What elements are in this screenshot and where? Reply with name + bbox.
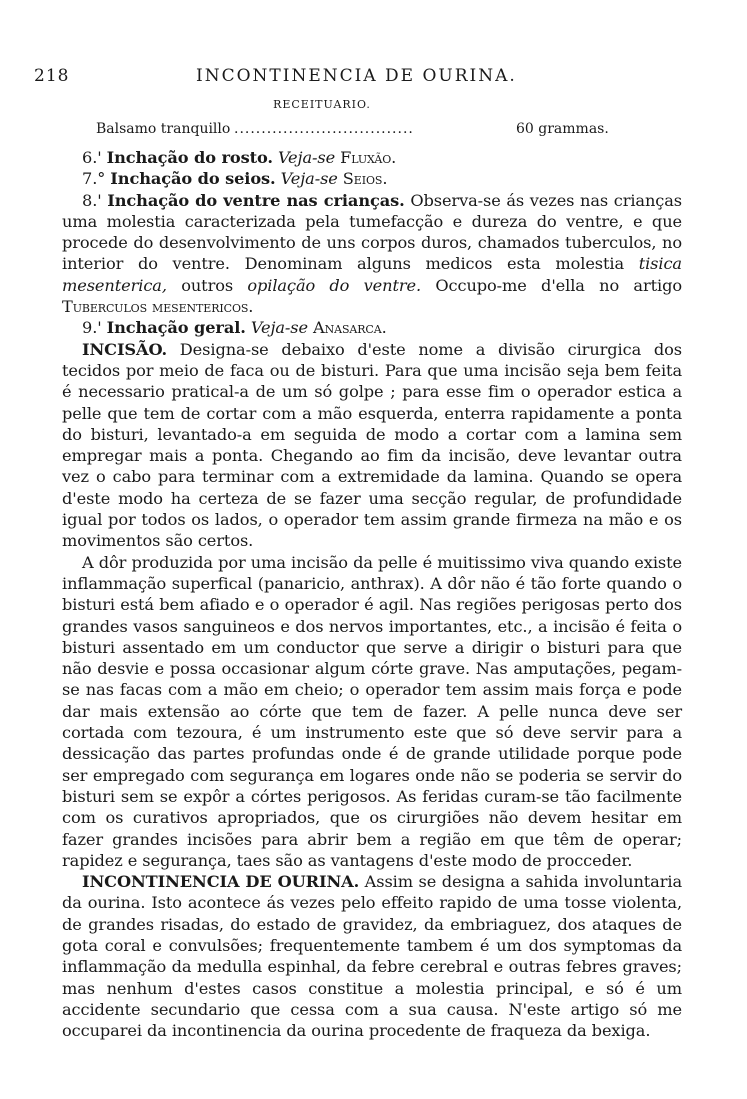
recipe-heading: RECEITUARIO. <box>273 98 371 111</box>
entry-number: 8.' <box>82 190 102 210</box>
cross-reference: Fluxão. <box>340 148 397 167</box>
recipe-dots: ................................. <box>234 121 414 137</box>
recipe-amount: 60 grammas. <box>516 121 609 137</box>
article-text: Designa-se debaixo d'este nome a divisão cirurgica dos tecidos por meio de faca ou de bisturi. Para que uma incisão seja bem feita é necessario pratical-a de um só golpe ; para esse fim o operador estica a pelle que tem de cortar com a mão esquerda, enterra rapidamente a ponta do bisturi, levantado-a em seguida de modo a cortar com a lamina sem empregar mais a ponta. Chegando ao fim da incisão, deve levantar outra vez o cabo para terminar com a extremidade da lamina. Quando se opera d'este modo ha certeza de se fazer uma secção regular, de profundidade igual por todos os lados, o operador tem assim grande firmeza na mão e os movimentos são certos. <box>62 339 682 551</box>
entry-text: Observa-se ás vezes nas crianças uma molestia caracterizada pela tumefacção e dureza do ventre, e que procede do desenvolvimento de uns corpos duros, chamados tuberculos, no interior do ventre. Denominam alguns medicos esta molestia <box>62 190 683 274</box>
running-title: INCONTINENCIA DE OURINA. <box>196 66 517 86</box>
entry-number: 9.' <box>82 318 102 338</box>
cross-reference: Tuberculos mesentericos. <box>62 297 254 317</box>
article-title: INCONTINENCIA DE OURINA. <box>82 872 360 892</box>
page-number: 218 <box>34 66 70 86</box>
incontinencia-paragraph <box>62 871 682 1041</box>
article-text: Assim se designa a sahida involuntaria da ourina. Isto acontece ás vezes pelo effeito rapido de uma tosse violenta, de grandes risadas, do estado de gravidez, da embriaguez, dos ataques de gota coral e convulsões; frequentemente tambem é um dos symptomas da inflammação da medulla espinhal, da febre cerebral e outras febres graves; mas nenhum d'estes casos constitue a molestia principal, e só é um accidente secundario que cessa com a sua causa. N'este artigo só me occuparei da incontinencia da ourina procedente de fraqueza da bexiga. <box>62 872 682 1041</box>
book-page <box>34 58 683 1041</box>
entry-title: Inchação geral. <box>106 318 246 338</box>
running-head <box>34 58 682 88</box>
entry-italic: tisica mesenterica, <box>62 254 682 295</box>
entry-title: Inchação do seios. <box>110 169 276 189</box>
recipe-line <box>96 121 682 143</box>
entry-7 <box>62 168 682 189</box>
cross-reference: Seios. <box>342 169 388 189</box>
incisao-paragraph-2: A dôr produzida por uma incisão da pelle é muitissimo viva quando existe inflammação superfical (panaricio, anthrax). A dôr não é tão forte quando o bisturi está bem afiado e o operador é agil. Nas regiões perigosas perto dos grandes vasos sanguineos e dos nervos importantes, etc., a incisão é feita o bisturi assentado em um conductor que serve a dirigir o bisturi para que não desvie e possa occasionar algum córte grave. Nas amputações, pegam-se nas facas com a mão em cheio; o operador tem assim mais força e pode dar mais extensão ao córte que tem de fazer. A pelle nunca deve ser cortada com tezoura, é um instrumento este que só deve servir para a dessicação das partes profundas onde é de grande utilidade porque pode ser empregado com segurança em logares onde não se poderia se servir do bisturi sem se expôr a córtes perigosos. As feridas curam-se tão facilmente com os curativos apropriados, que os cirurgiões não devem hesitar em fazer grandes incisões para abrir bem a região em que têm de operar; rapidez e segurança, taes são as vantagens d'este modo de procceder. <box>62 552 682 870</box>
see-also: Veja-se <box>250 318 308 338</box>
entry-number: 6.' <box>82 148 102 167</box>
entry-text: Occupo-me d'ella no artigo <box>421 275 682 295</box>
entry-8 <box>62 190 682 318</box>
cross-reference: Anasarca. <box>313 318 387 338</box>
entry-9 <box>62 317 682 338</box>
see-also: Veja-se <box>280 169 338 189</box>
entry-italic: opilação do ventre. <box>247 275 422 295</box>
recipe-ingredient: Balsamo tranquillo <box>96 121 231 137</box>
entry-6 <box>62 147 682 168</box>
incisao-paragraph-1 <box>62 339 682 552</box>
article-title: INCISÃO. <box>82 339 168 359</box>
entry-number: 7.° <box>82 169 106 189</box>
see-also: Veja-se <box>277 148 336 167</box>
entry-title: Inchação do ventre nas crianças. <box>107 190 405 210</box>
page-body <box>62 147 682 1041</box>
entry-title: Inchação do rosto. <box>106 148 273 167</box>
entry-text: outros <box>166 275 248 295</box>
